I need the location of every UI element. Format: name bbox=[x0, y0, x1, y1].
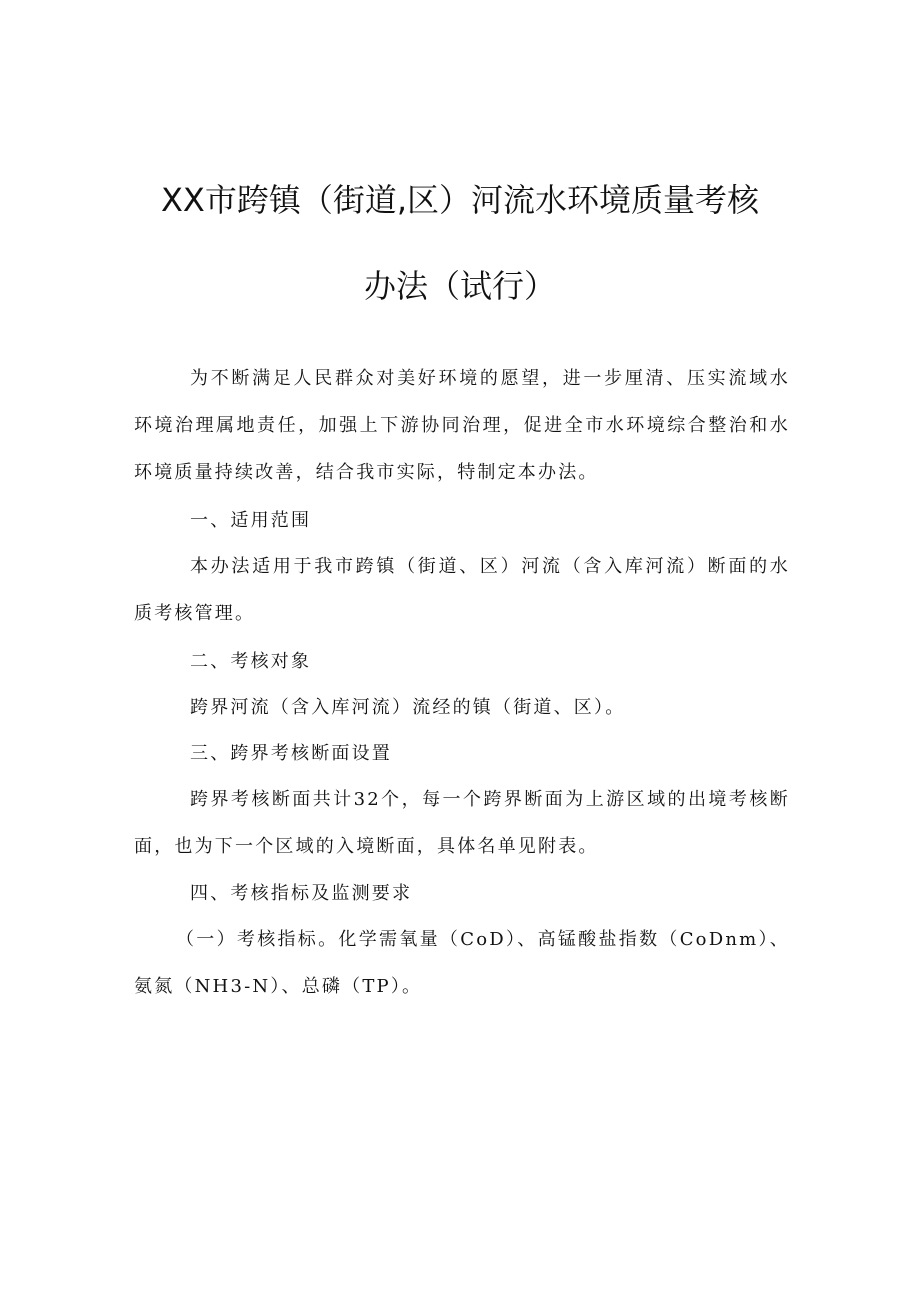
section-body-indicators: （一）考核指标。化学需氧量（CoD）、高锰酸盐指数（CoDnm）、氨氮（NH3-N）、总磷（TP）。 bbox=[134, 929, 790, 997]
section-heading-indicators: 四、考核指标及监测要求 bbox=[190, 883, 413, 904]
document-title-line-2: 办法（试行） bbox=[363, 267, 556, 305]
section-heading-section-setup: 三、跨界考核断面设置 bbox=[190, 743, 392, 764]
section-body-scope: 本办法适用于我市跨镇（街道、区）河流（含入库河流）断面的水质考核管理。 bbox=[134, 556, 790, 624]
document-title-line-1: XX市跨镇（街道,区）河流水环境质量考核 bbox=[160, 181, 760, 219]
section-heading-scope: 一、适用范围 bbox=[190, 510, 312, 531]
section-body-object: 跨界河流（含入库河流）流经的镇（街道、区）。 bbox=[190, 697, 626, 718]
section-body-section-setup: 跨界考核断面共计32个，每一个跨界断面为上游区域的出境考核断面，也为下一个区域的入境断面，具体名单见附表。 bbox=[134, 789, 790, 857]
intro-paragraph: 为不断满足人民群众对美好环境的愿望，进一步厘清、压实流域水环境治理属地责任，加强上下游协同治理，促进全市水环境综合整治和水环境质量持续改善，结合我市实际，特制定本办法。 bbox=[134, 368, 790, 483]
section-heading-object: 二、考核对象 bbox=[190, 651, 312, 672]
